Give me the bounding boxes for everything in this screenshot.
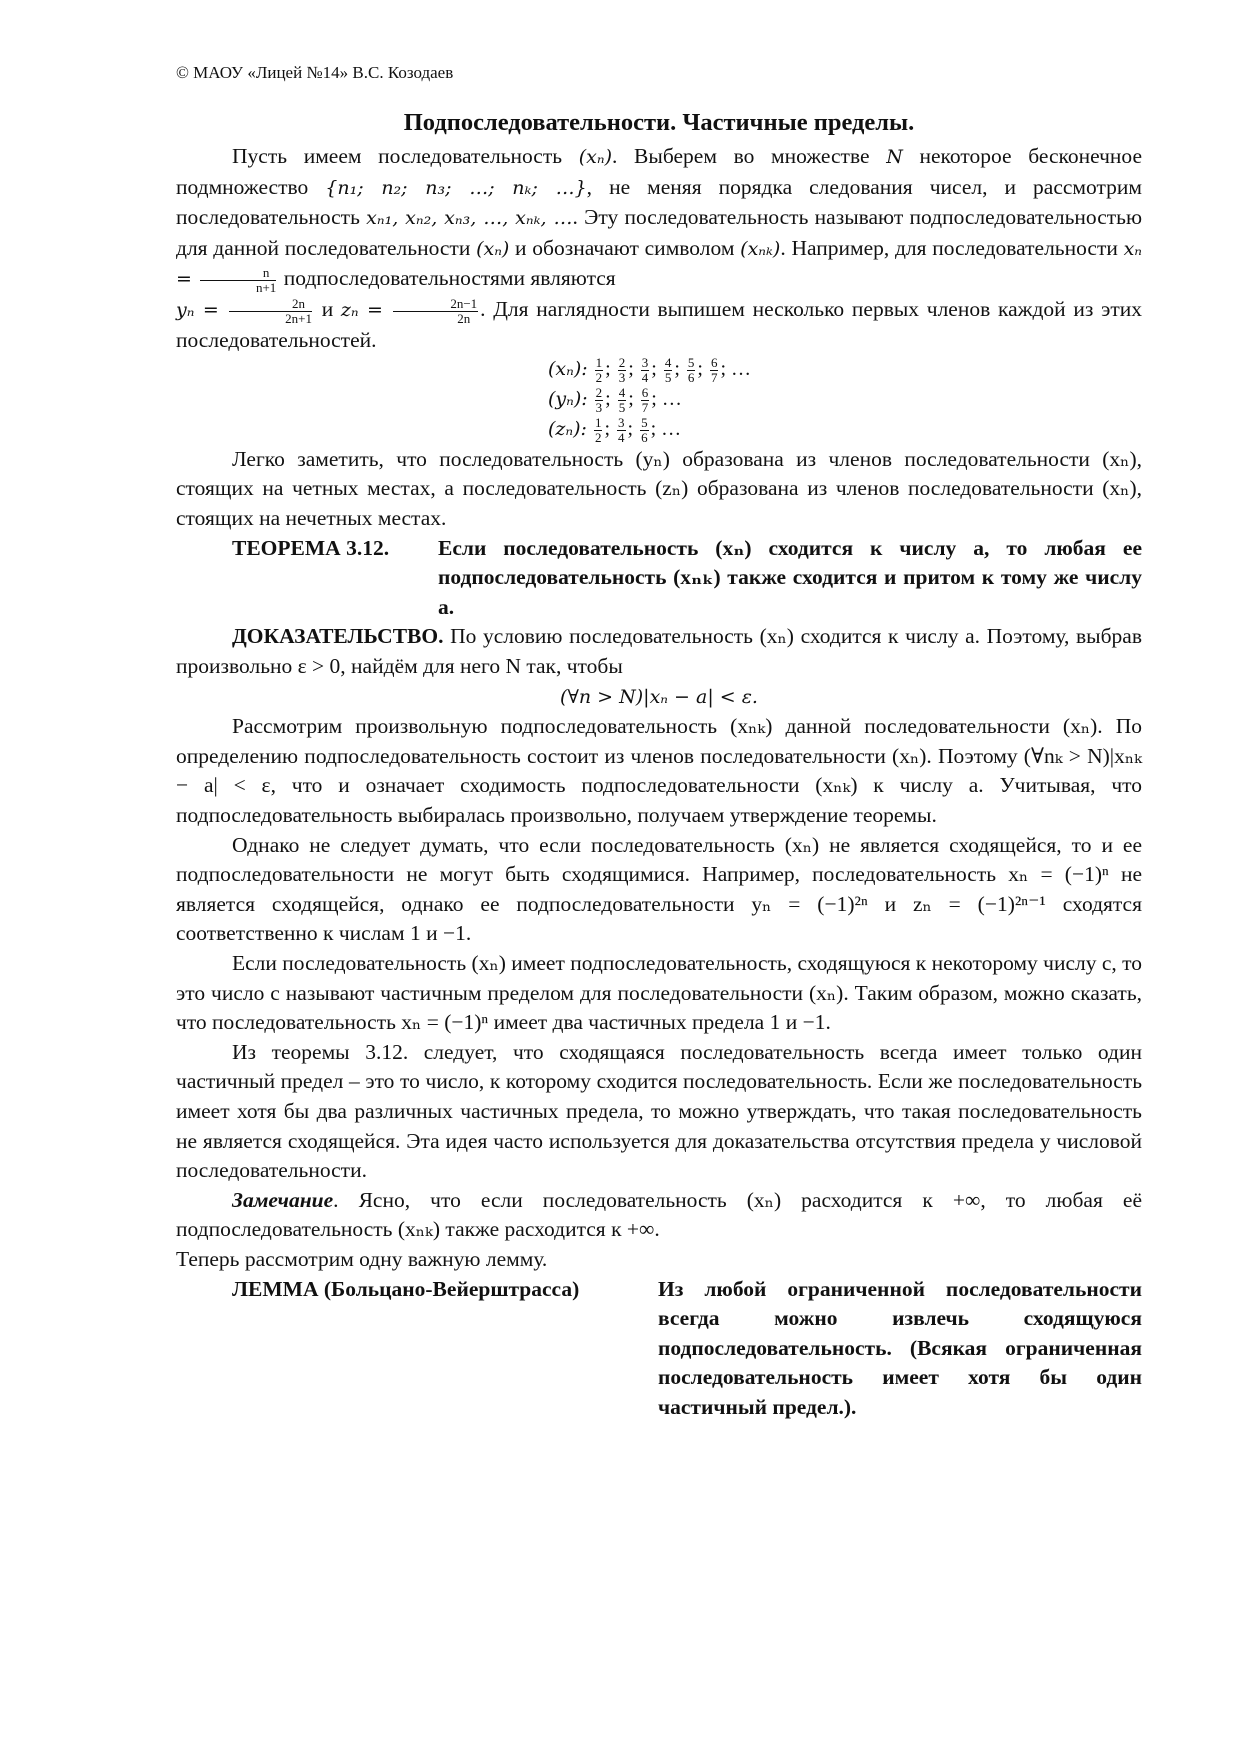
sequence-term: $\frac{5}{6}$	[641, 414, 648, 445]
fraction-xn: $\frac{n}{n+1}$	[200, 266, 276, 295]
proof-paragraph-2: Рассмотрим произвольную подпоследовательность (xₙₖ) данной последовательности (xₙ). По определению подпоследовательность состоит из членов последовательности (xₙ). Поэтому (∀nₖ > N)|xₙₖ − a| < ε, что и означает сходимость подпоследовательности (xₙₖ) к числу a. Учитывая, что подпоследовательность выбиралась произвольно, получаем утверждение теоремы.	[176, 714, 1142, 827]
theorem-statement: Если последовательность (xₙ) сходится к числу a, то любая ее подпоследовательность (xₙₖ) также сходится и притом к тому же числу a.	[438, 535, 1142, 619]
sequence-term: $\frac{6}{7}$	[641, 384, 649, 415]
remark-label: Замечание	[232, 1187, 334, 1212]
sequence-term: $\frac{1}{2}$	[594, 414, 602, 445]
sequence-term: $\frac{1}{2}$	[595, 355, 603, 386]
proof-formula: (∀n > N)|xₙ − a| < ε.	[560, 685, 758, 708]
sequence-row: (yₙ): $\frac{2}{3}$ ; $\frac{4}{5}$ ; $\frac{6}{7}$ ; …	[548, 384, 682, 415]
copyright-header: © МАОУ «Лицей №14» В.С. Козодаев	[176, 63, 454, 82]
document-page	[176, 62, 1142, 1422]
sequence-term: $\frac{6}{7}$	[710, 355, 718, 386]
sequence-term: $\frac{3}{4}$	[641, 355, 649, 386]
paragraph-lemma-intro: Теперь рассмотрим одну важную лемму.	[176, 1246, 548, 1271]
proof-paragraph: ДОКАЗАТЕЛЬСТВО. По условию последовательность (xₙ) сходится к числу a. Поэтому, выбрав произвольно ε > 0, найдём для него N так, чтобы	[176, 624, 1142, 679]
remark-paragraph: Замечание. Ясно, что если последовательность (xₙ) расходится к +∞, то любая её подпоследовательность (xₙₖ) также расходится к +∞.	[176, 1187, 1142, 1242]
paragraph-definition: Пусть имеем последовательность (xₙ). Выберем во множестве N некоторое бесконечное подмножество {n₁; n₂; n₃; …; nₖ; …}, не меняя порядка следования чисел, и рассмотрим последовательность xₙ₁, xₙ₂, xₙ₃, …, xₙₖ, …. Эту последовательность называют подпоследовательностью для данной последовательности (xₙ) и обозначают символом (xₙₖ). Например, для последовательности xₙ = $\frac{n}{n+1}$ подпоследовательностями являются yₙ = $\frac{2n}{2n+1}$ и zₙ = $\frac{2n-1}{2n}$ . Для наглядности выпишем несколько первых членов каждой из этих последовательностей.	[176, 144, 1143, 352]
sequence-term: $\frac{2}{3}$	[618, 355, 626, 386]
sequence-term: $\frac{4}{5}$	[664, 355, 672, 386]
lemma-block	[232, 1275, 1142, 1423]
sequence-term: $\frac{5}{6}$	[687, 355, 695, 386]
theorem-label: ТЕОРЕМА 3.12.	[232, 535, 390, 560]
paragraph-consequence: Из теоремы 3.12. следует, что сходящаяся последовательность всегда имеет только один частичный предел – это то число, к которому сходится последовательность. Если же последовательность имеет хотя бы два различных частичных предела, то можно утверждать, что такая последовательность не является сходящейся. Эта идея часто используется для доказательства отсутствия предела у числовой последовательности.	[176, 1039, 1142, 1183]
sequence-examples	[548, 355, 1142, 445]
sequence-term: $\frac{2}{3}$	[595, 384, 603, 415]
fraction-zn: $\frac{2n-1}{2n}$	[393, 297, 478, 326]
theorem-block	[232, 534, 1142, 623]
sequence-row: (xₙ): $\frac{1}{2}$ ; $\frac{2}{3}$ ; $\frac{3}{4}$ ; $\frac{4}{5}$ ; $\frac{5}{6}$ ; $\frac{6}{7}$ ; …	[548, 355, 752, 386]
paragraph-observation: Легко заметить, что последовательность (yₙ) образована из членов последовательности (xₙ), стоящих на четных местах, а последовательность (zₙ) образована из членов последовательности (xₙ), стоящих на нечетных местах.	[176, 446, 1142, 531]
sequence-term: $\frac{3}{4}$	[618, 414, 625, 445]
fraction-yn: $\frac{2n}{2n+1}$	[229, 297, 312, 326]
sequence-term: $\frac{4}{5}$	[618, 384, 626, 415]
sequence-row: (zₙ): $\frac{1}{2}$ ; $\frac{3}{4}$ ; $\frac{5}{6}$ ; …	[548, 414, 682, 445]
proof-label: ДОКАЗАТЕЛЬСТВО.	[232, 624, 444, 649]
paragraph-partial-limit-definition: Если последовательность (xₙ) имеет подпоследовательность, сходящуюся к некоторому числу c, то это число c называют частичным пределом для последовательности (xₙ). Таким образом, можно сказать, что последовательность xₙ = (−1)ⁿ имеет два частичных предела 1 и −1.	[176, 950, 1143, 1035]
lemma-statement: Из любой ограниченной последовательности всегда можно извлечь сходящуюся подпоследовательность. (Всякая ограниченная последовательность имеет хотя бы один частичный предел.).	[658, 1276, 1142, 1419]
paragraph-counterexample: Однако не следует думать, что если последовательность (xₙ) не является сходящейся, то и ее подпоследовательности не могут быть сходящимися. Например, последовательность xₙ = (−1)ⁿ не является сходящейся, однако ее подпоследовательности yₙ = (−1)²ⁿ и zₙ = (−1)²ⁿ⁻¹ сходятся соответственно к числам 1 и −1.	[176, 832, 1142, 946]
lemma-label: ЛЕММА (Больцано-Вейерштрасса)	[232, 1276, 580, 1301]
page-title: Подпоследовательности. Частичные пределы.	[403, 109, 915, 136]
